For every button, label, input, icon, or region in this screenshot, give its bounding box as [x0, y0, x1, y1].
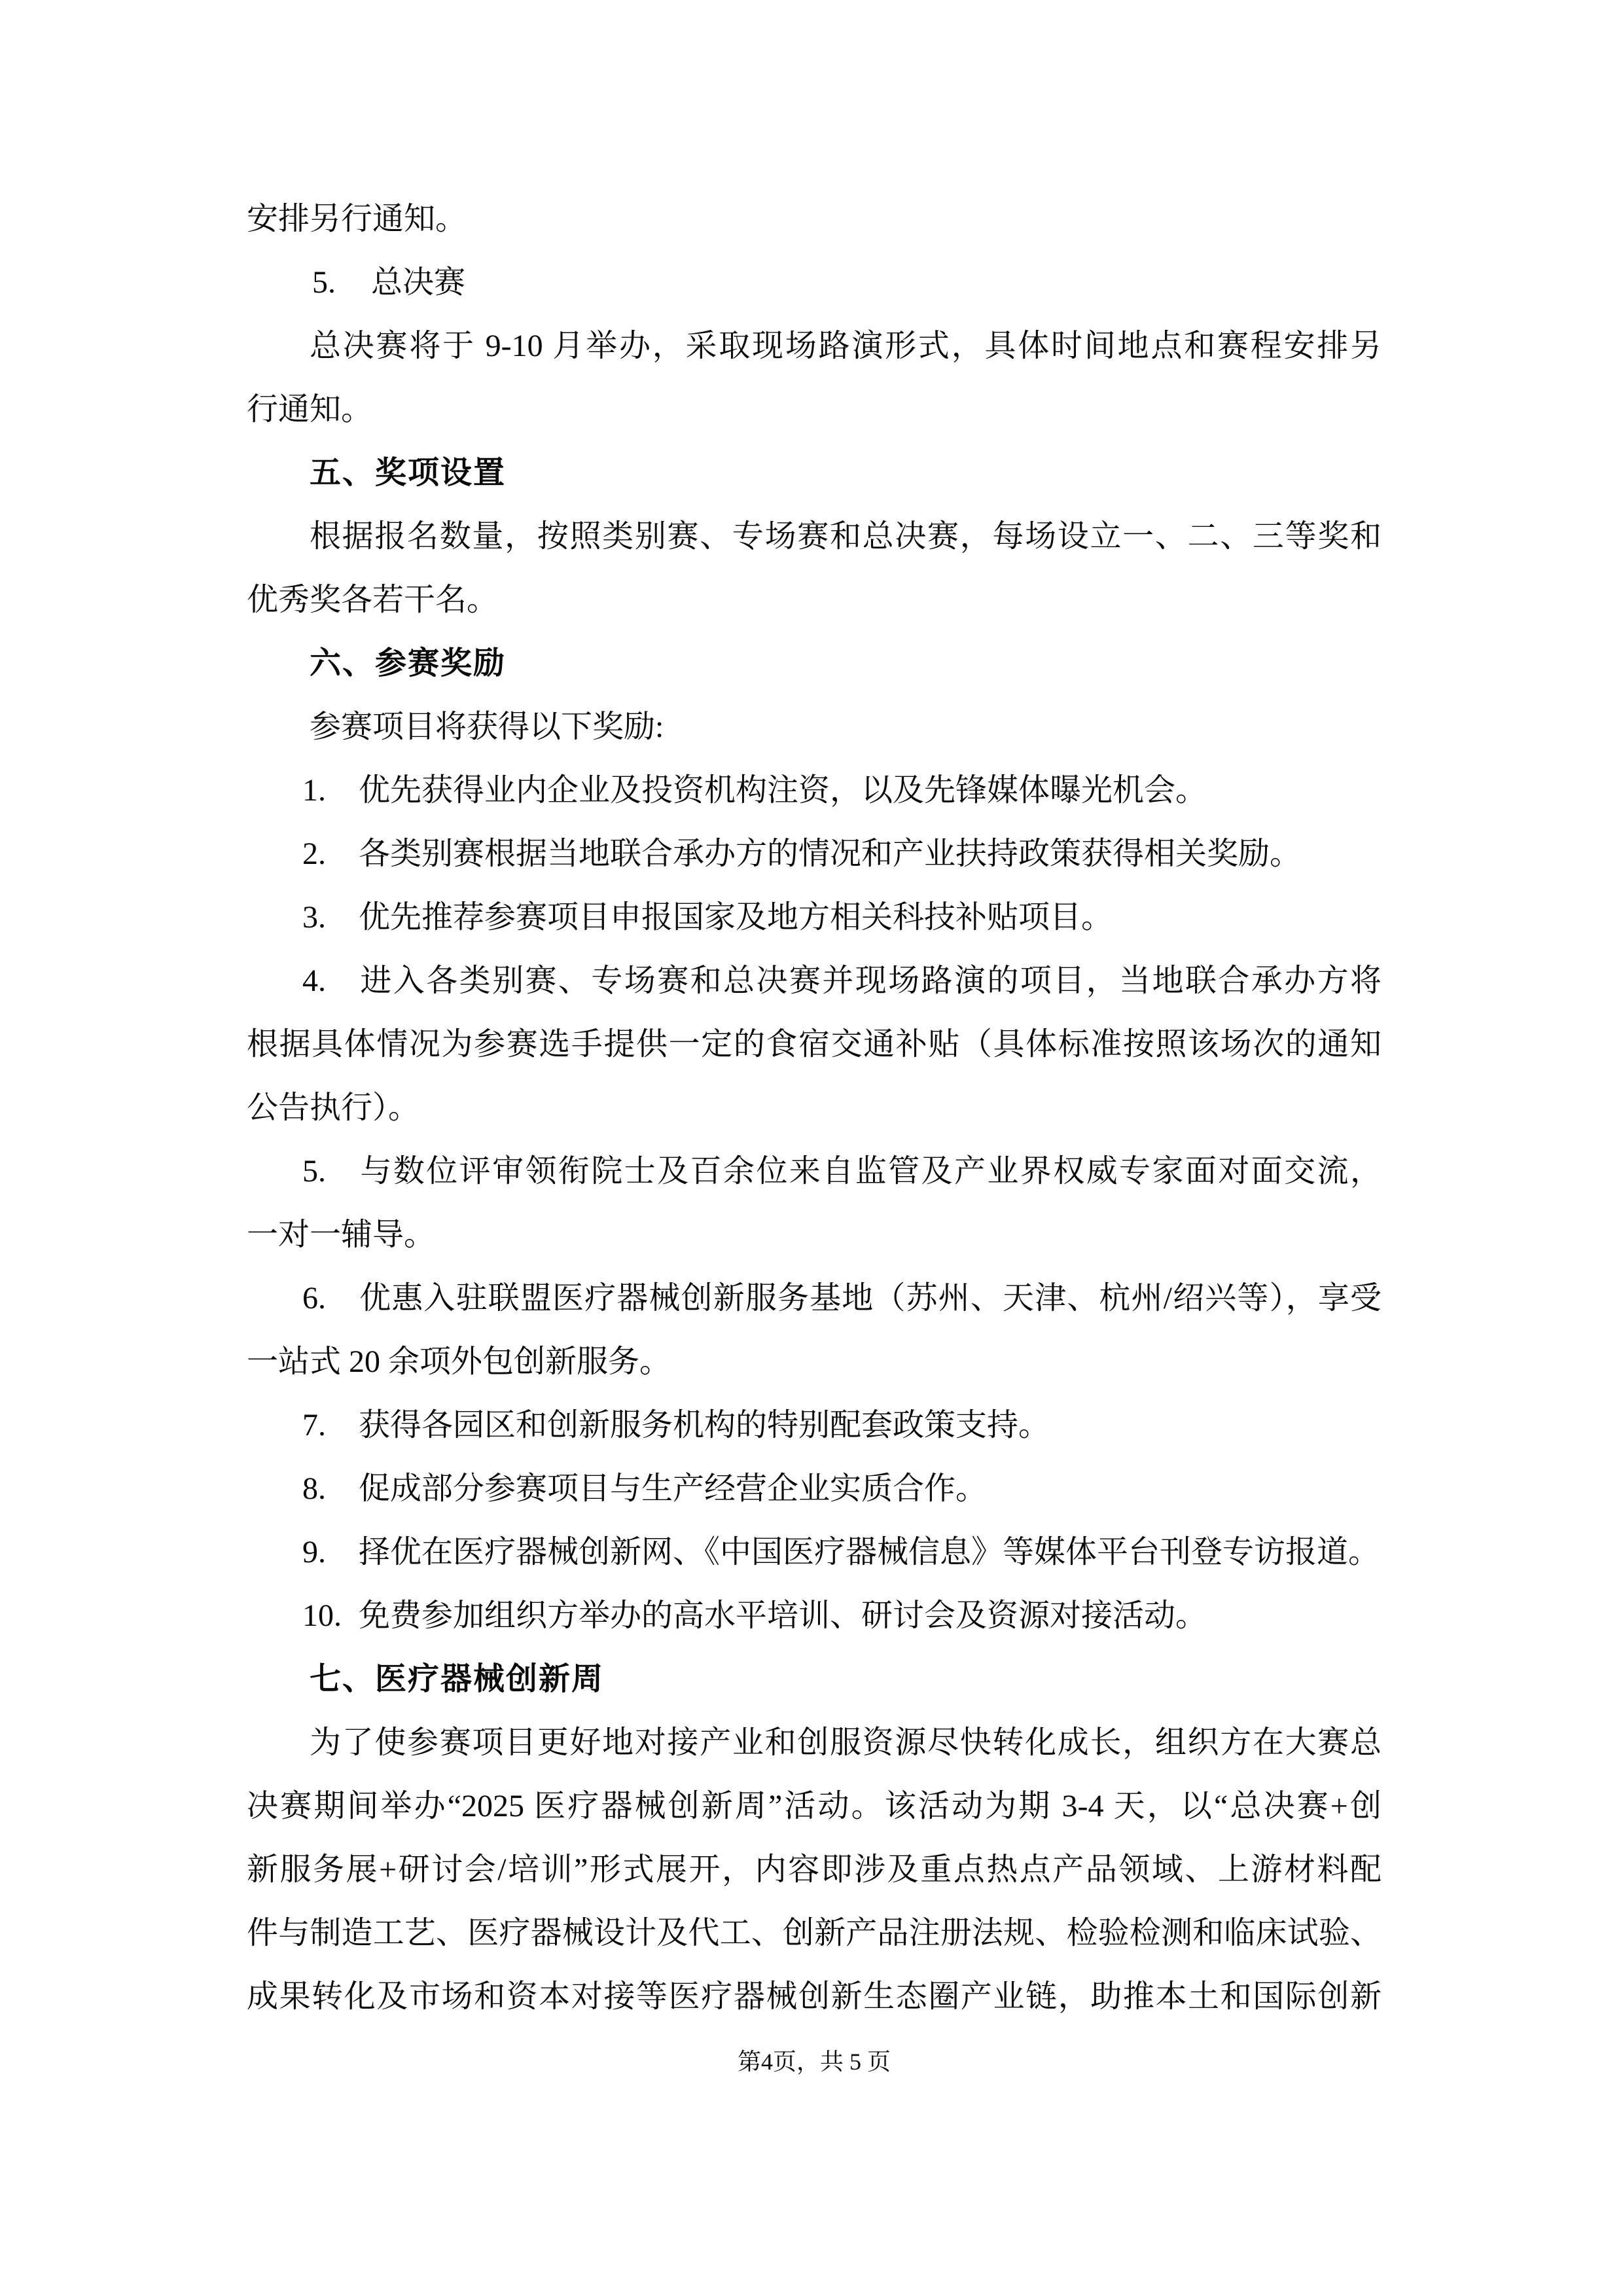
- section-heading: 七、医疗器械创新周: [310, 1662, 605, 1696]
- paragraph-line: 成果转化及市场和资本对接等医疗器械创新生态圈产业链，助推本土和国际创新: [247, 1979, 1382, 2014]
- paragraph-line: 新服务展+研讨会/培训”形式展开，内容即涉及重点热点产品领域、上游材料配: [247, 1852, 1382, 1887]
- paragraph-line: 参赛项目将获得以下奖励:: [310, 709, 664, 744]
- list-item-text: 优先获得业内企业及投资机构注资，以及先锋媒体曝光机会。: [359, 773, 1207, 808]
- paragraph-line: 为了使参赛项目更好地对接产业和创服资源尽快转化成长，组织方在大赛总: [310, 1725, 1382, 1760]
- list-item-text: 进入各类别赛、专场赛和总决赛并现场路演的项目，当地联合承办方将: [359, 963, 1382, 998]
- list-item: [247, 1393, 1382, 1457]
- list-item-number: 5.: [302, 1154, 326, 1189]
- list-item-number: 9.: [302, 1535, 326, 1570]
- paragraph-line: 根据具体情况为参赛选手提供一定的食宿交通补贴（具体标准按照该场次的通知: [247, 1027, 1382, 1062]
- list-item: [247, 1457, 1382, 1520]
- paragraph-line: 决赛期间举办“2025 医疗器械创新周”活动。该活动为期 3-4 天，以“总决赛+创: [247, 1789, 1382, 1823]
- list-item: [247, 759, 1382, 822]
- paragraph-line: 优秀奖各若干名。: [247, 583, 499, 617]
- list-item-number: 5.: [312, 265, 336, 300]
- paragraph-line: 总决赛将于 9-10 月举办，采取现场路演形式，具体时间地点和赛程安排另: [310, 329, 1382, 363]
- list-item: [247, 1520, 1382, 1584]
- section-heading: 六、参赛奖励: [310, 646, 507, 681]
- document-body: [247, 187, 1382, 2028]
- list-item: [247, 886, 1382, 949]
- list-item-number: 4.: [302, 963, 326, 998]
- list-item-text: 总决赛: [371, 265, 466, 300]
- list-item: [247, 1266, 1382, 1330]
- list-item-text: 优惠入驻联盟医疗器械创新服务基地（苏州、天津、杭州/绍兴等），享受: [359, 1281, 1382, 1316]
- paragraph-line: 件与制造工艺、医疗器械设计及代工、创新产品注册法规、检验检测和临床试验、: [247, 1916, 1382, 1950]
- list-item-text: 与数位评审领衔院士及百余位来自监管及产业界权威专家面对面交流，: [359, 1154, 1382, 1189]
- paragraph-line: 公告执行）。: [247, 1090, 420, 1125]
- list-item-number: 3.: [302, 900, 326, 935]
- paragraph-line: 行通知。: [247, 392, 373, 427]
- paragraph-line: 一站式 20 余项外包创新服务。: [247, 1344, 671, 1379]
- list-item: [247, 251, 1382, 314]
- paragraph-line: 一对一辅导。: [247, 1217, 436, 1252]
- paragraph-line: 根据报名数量，按照类别赛、专场赛和总决赛，每场设立一、二、三等奖和: [310, 519, 1382, 554]
- list-item: [247, 1584, 1382, 1647]
- list-item-number: 8.: [302, 1471, 326, 1506]
- list-item-text: 择优在医疗器械创新网、《中国医疗器械信息》等媒体平台刊登专访报道。: [359, 1535, 1380, 1570]
- paragraph-line: 安排另行通知。: [247, 202, 467, 236]
- list-item-text: 获得各园区和创新服务机构的特别配套政策支持。: [359, 1408, 1050, 1443]
- list-item: [247, 949, 1382, 1013]
- list-item: [247, 1139, 1382, 1203]
- list-item-text: 促成部分参赛项目与生产经营企业实质合作。: [359, 1471, 988, 1506]
- page-footer: 第4页，共 5 页: [737, 2049, 891, 2075]
- list-item-number: 1.: [302, 773, 326, 808]
- list-item-number: 6.: [302, 1281, 326, 1316]
- list-item-number: 10.: [302, 1598, 342, 1633]
- section-heading: 五、奖项设置: [310, 456, 507, 490]
- list-item-number: 7.: [302, 1408, 326, 1443]
- list-item-number: 2.: [302, 836, 326, 871]
- list-item-text: 免费参加组织方举办的高水平培训、研讨会及资源对接活动。: [359, 1598, 1207, 1633]
- list-item-text: 优先推荐参赛项目申报国家及地方相关科技补贴项目。: [359, 900, 1113, 935]
- list-item-text: 各类别赛根据当地联合承办方的情况和产业扶持政策获得相关奖励。: [359, 836, 1302, 871]
- list-item: [247, 822, 1382, 886]
